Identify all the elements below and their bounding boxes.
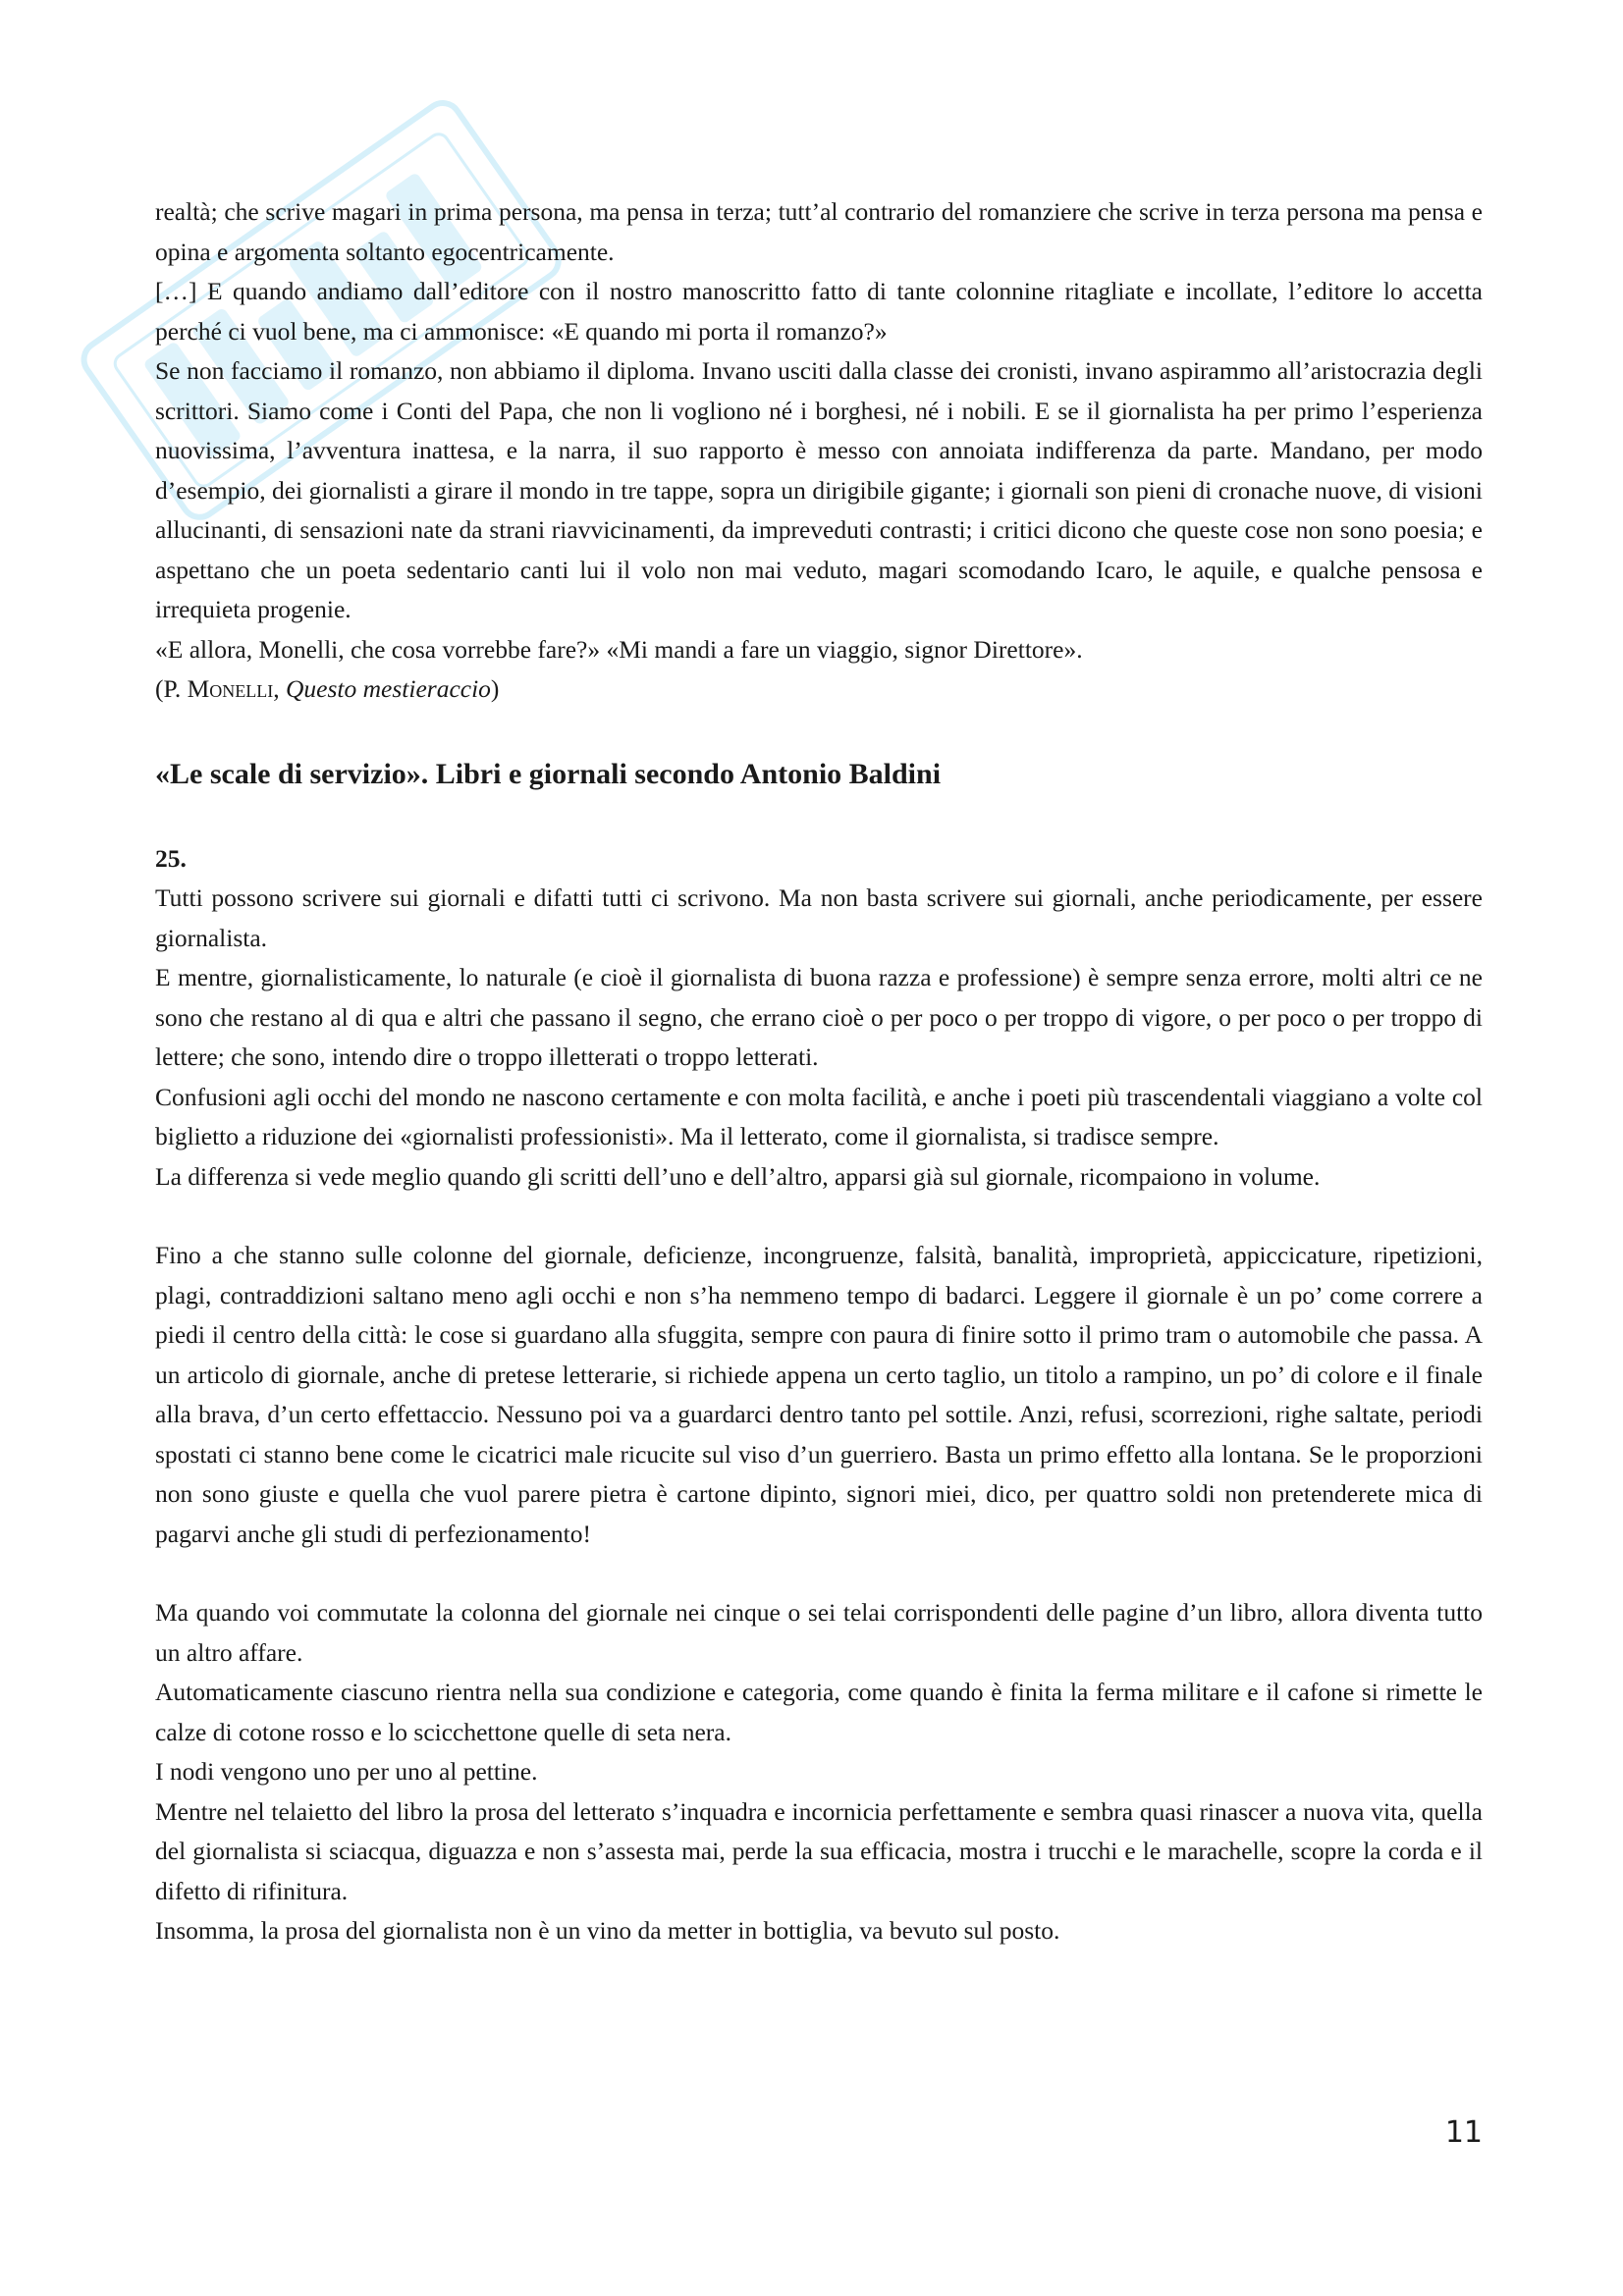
paragraph: realtà; che scrive magari in prima persona, ma pensa in terza; tutt’al contrario del romanziere che scrive in terza persona ma pensa e opina e argomenta soltanto egocentricamente.: [155, 197, 1483, 266]
citation-open: (P.: [155, 674, 188, 703]
paragraph: Ma quando voi commutate la colonna del giornale nei cinque o sei telai corrispondenti delle pagine d’un libro, allora diventa tutto un altro affare.: [155, 1598, 1483, 1667]
paragraph: Fino a che stanno sulle colonne del giornale, deficienze, incongruenze, falsità, banalità, improprietà, appiccicature, ripetizioni, plagi, contraddizioni saltano meno agli occhi e non s’ha nemmeno tempo di badarci. Leggere il giornale è un po’ come correre a piedi il centro della città: le cose si guardano alla sfuggita, sempre con paura di finire sotto il primo tram o automobile che passa. A un articolo di giornale, anche di pretese letterarie, si richiede appena un certo taglio, un titolo a rampino, un po’ di colore e il finale alla brava, d’un certo effettaccio. Nessuno poi va a guardarci dentro tanto pel sottile. Anzi, refusi, scorrezioni, righe saltate, periodi spostati ci stanno bene come le cicatrici male ricucite sul viso d’un guerriero. Basta un primo effetto alla lontana. Se le proporzioni non sono giuste e quella che vuol parere pietra è cartone dipinto, signori miei, dico, per quattro soldi non pretenderete mica di pagarvi anche gli studi di perfezionamento!: [155, 1241, 1483, 1548]
paragraph: Se non facciamo il romanzo, non abbiamo il diploma. Invano usciti dalla classe dei cronisti, invano aspirammo all’aristocrazia degli scrittori. Siamo come i Conti del Papa, che non li vogliono né i borghesi, né i nobili. E se il giornalista ha per primo l’esperienza nuovissima, l’avventura inattesa, e la narra, il suo rapporto è messo con annoiata indifferenza da parte. Mandano, per modo d’esempio, dei giornalisti a girare il mondo in tre tappe, sopra un dirigibile gigante; i giornali son pieni di cronache nuove, di visioni allucinanti, di sensazioni nate da strani riavvicinamenti, da impreveduti contrasti; i critici dicono che queste cose non sono poesia; e aspettano che un poeta sedentario canti lui il volo non mai veduto, magari scomodando Icaro, le aquile, e qualche pensosa e irrequieta progenie.: [155, 356, 1483, 623]
section-body-part-2: [155, 1236, 1483, 1554]
blank-line: [155, 1554, 1483, 1593]
page-number: 11: [1444, 2115, 1483, 2150]
paragraph: Confusioni agli occhi del mondo ne nascono certamente e con molta facilità, e anche i poeti più trascendentali viaggiano a volte col biglietto a riduzione dei «giornalisti professionisti». Ma il letterato, come il giornalista, si tradisce sempre.: [155, 1082, 1483, 1150]
paragraph: E mentre, giornalisticamente, lo naturale (e cioè il giornalista di buona razza e professione) è sempre senza errore, molti altri ce ne sono che restano al di qua e altri che passano il segno, che errano cioè o per poco o per troppo di vigore, o per poco o per troppo di lettere; che sono, intendo dire o troppo illetterati o troppo letterati.: [155, 963, 1483, 1071]
paragraph: «E allora, Monelli, che cosa vorrebbe fare?» «Mi mandi a fare un viaggio, signor Direttore».: [155, 634, 1083, 664]
paragraph: […] E quando andiamo dall’editore con il nostro manoscritto fatto di tante colonnine ritagliate e incollate, l’editore lo accetta perché ci vuol bene, ma ci ammonisce: «E quando mi porta il romanzo?»: [155, 277, 1483, 346]
section-body-part-3: [155, 1593, 1483, 1951]
citation-title: Questo mestieraccio: [286, 674, 491, 703]
page-content: [155, 192, 1483, 1951]
section-heading: «Le scale di servizio». Libri e giornali secondo Antonio Baldini: [155, 757, 942, 790]
paragraph: La differenza si vede meglio quando gli scritti dell’uno e dell’altro, apparsi già sul giornale, ricompaiono in volume.: [155, 1161, 1321, 1191]
citation-separator: ,: [273, 674, 287, 703]
paragraph: I nodi vengono uno per uno al pettine.: [155, 1757, 538, 1786]
section-number: 25.: [155, 843, 187, 873]
citation-author: Monelli: [187, 674, 274, 703]
blank-line: [155, 1197, 1483, 1236]
monelli-excerpt: [155, 192, 1483, 710]
section-body-part-1: [155, 879, 1483, 1197]
paragraph: Automaticamente ciascuno rientra nella sua condizione e categoria, come quando è finita la ferma militare e il cafone si rimette le calze di cotone rosso e lo scicchettone quelle di seta nera.: [155, 1678, 1483, 1746]
paragraph: Tutti possono scrivere sui giornali e difatti tutti ci scrivono. Ma non basta scrivere sui giornali, anche periodicamente, per essere giornalista.: [155, 883, 1483, 952]
paragraph: Mentre nel telaietto del libro la prosa del letterato s’inquadra e incornicia perfettamente e sembra quasi rinascer a nuova vita, quella del giornalista si sciacqua, diguazza e non s’assesta mai, perde la sua efficacia, mostra i trucchi e le marachelle, scopre la corda e il difetto di rifinitura.: [155, 1796, 1483, 1905]
citation-close: ): [490, 674, 500, 703]
paragraph: Insomma, la prosa del giornalista non è un vino da metter in bottiglia, va bevuto sul posto.: [155, 1916, 1060, 1945]
citation: [155, 669, 1483, 710]
